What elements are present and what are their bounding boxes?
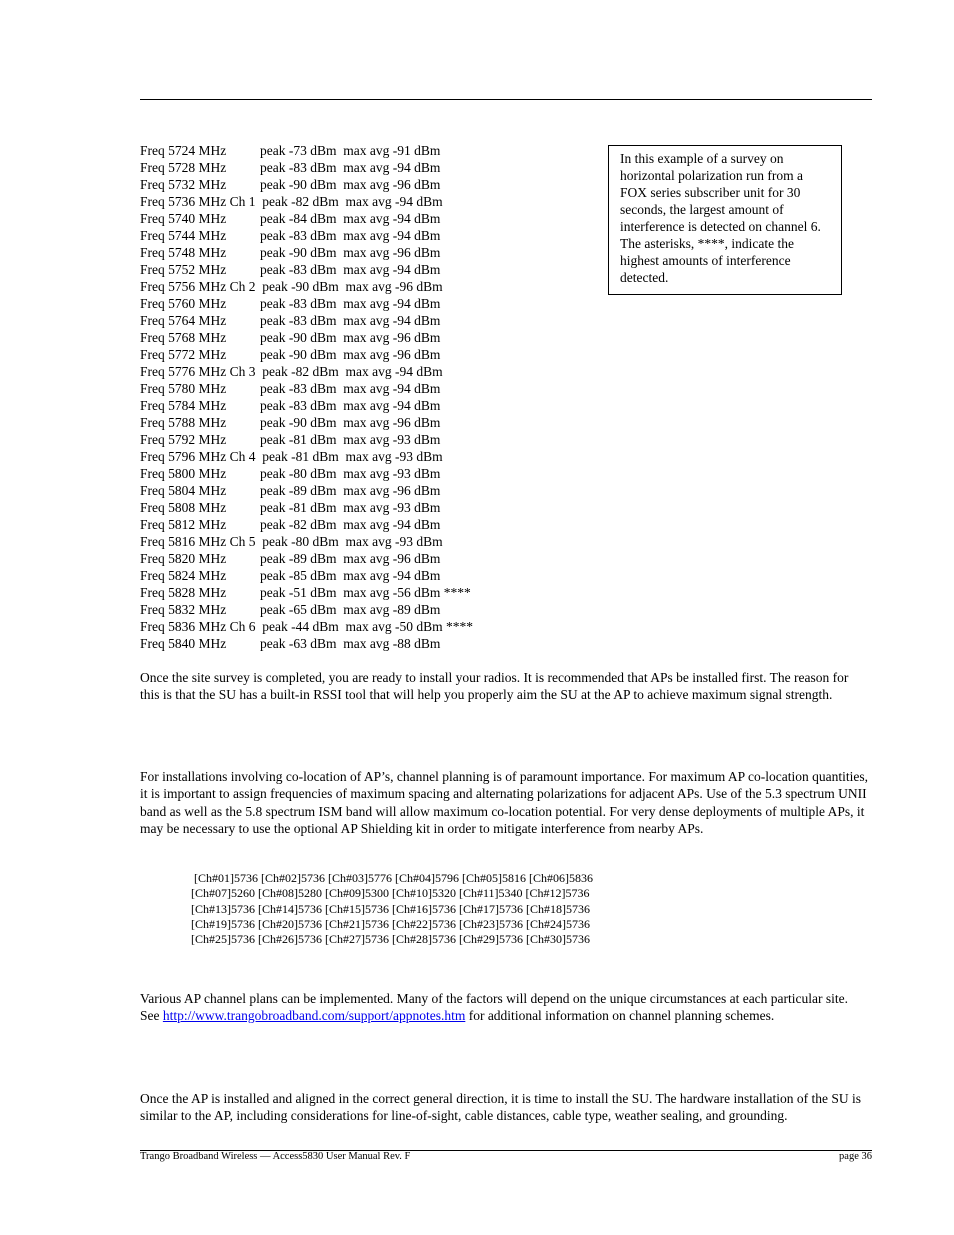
survey-reading: peak -90 dBm max avg -96 dBm xyxy=(262,279,443,294)
survey-frequency: Freq 5796 MHz Ch 4 xyxy=(140,449,256,464)
survey-row xyxy=(140,601,473,618)
channel-table xyxy=(191,871,593,947)
survey-row xyxy=(140,465,473,482)
survey-row xyxy=(140,363,473,380)
survey-frequency: Freq 5728 MHz xyxy=(140,160,227,175)
survey-row xyxy=(140,176,473,193)
survey-row xyxy=(140,431,473,448)
survey-row xyxy=(140,533,473,550)
channel-line: [Ch#13]5736 [Ch#14]5736 [Ch#15]5736 [Ch#16]5736 [Ch#17]5736 [Ch#18]5736 xyxy=(191,901,590,916)
survey-reading: peak -84 dBm max avg -94 dBm xyxy=(260,211,441,226)
survey-reading: peak -83 dBm max avg -94 dBm xyxy=(260,313,441,328)
survey-reading: peak -90 dBm max avg -96 dBm xyxy=(260,245,441,260)
survey-frequency: Freq 5756 MHz Ch 2 xyxy=(140,279,256,294)
survey-frequency: Freq 5740 MHz xyxy=(140,211,227,226)
survey-frequency: Freq 5840 MHz xyxy=(140,636,227,651)
survey-reading: peak -82 dBm max avg -94 dBm xyxy=(260,517,441,532)
header-rule xyxy=(140,99,872,100)
survey-frequency: Freq 5748 MHz xyxy=(140,245,227,260)
survey-reading: peak -81 dBm max avg -93 dBm xyxy=(260,500,441,515)
survey-reading: peak -81 dBm max avg -93 dBm xyxy=(262,449,443,464)
survey-reading: peak -89 dBm max avg -96 dBm xyxy=(260,551,441,566)
survey-row xyxy=(140,516,473,533)
survey-frequency: Freq 5768 MHz xyxy=(140,330,227,345)
survey-row xyxy=(140,142,473,159)
appnotes-link[interactable]: http://www.trangobroadband.com/support/appnotes.htm xyxy=(162,1008,466,1024)
survey-frequency: Freq 5832 MHz xyxy=(140,602,227,617)
footer-title: Trango Broadband Wireless — Access5830 User Manual Rev. F xyxy=(140,1151,411,1162)
survey-row xyxy=(140,635,473,652)
survey-frequency: Freq 5836 MHz Ch 6 xyxy=(140,619,256,634)
survey-reading: peak -90 dBm max avg -96 dBm xyxy=(260,330,441,345)
survey-row xyxy=(140,618,473,635)
survey-row xyxy=(140,482,473,499)
page-number: page 36 xyxy=(839,1151,872,1162)
survey-reading: peak -80 dBm max avg -93 dBm xyxy=(262,534,443,549)
survey-frequency: Freq 5792 MHz xyxy=(140,432,227,447)
survey-frequency: Freq 5780 MHz xyxy=(140,381,227,396)
survey-frequency: Freq 5724 MHz xyxy=(140,143,227,158)
channel-plans-text: Various AP channel plans can be implemented. Many of the factors will depend on the unique circumstances at each particular site. See xyxy=(140,991,849,1024)
survey-reading: peak -90 dBm max avg -96 dBm xyxy=(260,177,441,192)
survey-frequency: Freq 5772 MHz xyxy=(140,347,227,362)
survey-row xyxy=(140,550,473,567)
channel-plans-paragraph xyxy=(140,990,870,1025)
survey-row xyxy=(140,584,473,601)
survey-reading: peak -73 dBm max avg -91 dBm xyxy=(260,143,441,158)
survey-frequency: Freq 5800 MHz xyxy=(140,466,227,481)
note-paragraph: In this example of a survey on horizontal polarization run from a FOX series subscriber unit for 30 seconds, the largest amount of interference is detected on channel 6. xyxy=(620,151,821,234)
survey-frequency: Freq 5764 MHz xyxy=(140,313,227,328)
survey-row xyxy=(140,159,473,176)
channel-plans-text-end: for additional information on channel planning schemes. xyxy=(465,1008,775,1024)
survey-frequency: Freq 5776 MHz Ch 3 xyxy=(140,364,256,379)
install-su-paragraph: Once the AP is installed and aligned in the correct general direction, it is time to install the SU. The hardware installation of the SU is similar to the AP, including considerations for line-of-sight, cable distances, cable type, weather sealing, and grounding. xyxy=(140,1091,861,1124)
channel-line: [Ch#07]5260 [Ch#08]5280 [Ch#09]5300 [Ch#10]5320 [Ch#11]5340 [Ch#12]5736 xyxy=(191,886,590,901)
survey-frequency: Freq 5812 MHz xyxy=(140,517,227,532)
survey-reading: peak -83 dBm max avg -94 dBm xyxy=(260,228,441,243)
note-paragraph: The asterisks, ****, indicate the highest amounts of interference detected. xyxy=(620,236,794,285)
survey-row xyxy=(140,448,473,465)
survey-row xyxy=(140,380,473,397)
survey-reading: peak -83 dBm max avg -94 dBm xyxy=(260,381,441,396)
survey-row xyxy=(140,261,473,278)
survey-reading: peak -85 dBm max avg -94 dBm xyxy=(260,568,441,583)
survey-row xyxy=(140,278,473,295)
survey-row xyxy=(140,295,473,312)
survey-reading: peak -80 dBm max avg -93 dBm xyxy=(260,466,441,481)
channel-line: [Ch#25]5736 [Ch#26]5736 [Ch#27]5736 [Ch#28]5736 [Ch#29]5736 [Ch#30]5736 xyxy=(191,932,590,947)
survey-frequency: Freq 5744 MHz xyxy=(140,228,227,243)
channel-line: [Ch#19]5736 [Ch#20]5736 [Ch#21]5736 [Ch#22]5736 [Ch#23]5736 [Ch#24]5736 xyxy=(191,916,590,931)
install-radios-paragraph: Once the site survey is completed, you are ready to install your radios. It is recommended that APs be installed first. The reason for this is that the SU has a built-in RSSI tool that will help you properly aim the SU at the AP to achieve maximum signal strength. xyxy=(140,670,849,703)
survey-row xyxy=(140,227,473,244)
survey-frequency: Freq 5816 MHz Ch 5 xyxy=(140,534,256,549)
survey-frequency: Freq 5828 MHz xyxy=(140,585,227,600)
survey-frequency: Freq 5784 MHz xyxy=(140,398,227,413)
survey-frequency: Freq 5752 MHz xyxy=(140,262,227,277)
survey-row xyxy=(140,329,473,346)
survey-reading: peak -44 dBm max avg -50 dBm **** xyxy=(262,619,473,634)
survey-reading: peak -51 dBm max avg -56 dBm **** xyxy=(260,585,471,600)
survey-row xyxy=(140,567,473,584)
survey-row xyxy=(140,312,473,329)
survey-frequency: Freq 5760 MHz xyxy=(140,296,227,311)
survey-reading: peak -83 dBm max avg -94 dBm xyxy=(260,296,441,311)
channel-planning-paragraph: For installations involving co-location of AP’s, channel planning is of paramount importance. For maximum AP co-location quantities, it is important to assign frequencies of maximum spacing and alternating polarizations for adjacent APs. Use of the 5.3 spectrum UNII band as well as the 5.8 spectrum ISM band will allow maximum co-location potential. For very dense deployments of multiple APs, it may be necessary to use the optional AP Shielding kit in order to mitigate interference from nearby APs. xyxy=(140,769,869,836)
site-survey-list xyxy=(140,142,473,652)
survey-frequency: Freq 5804 MHz xyxy=(140,483,227,498)
survey-frequency: Freq 5820 MHz xyxy=(140,551,227,566)
survey-frequency: Freq 5824 MHz xyxy=(140,568,227,583)
survey-reading: peak -83 dBm max avg -94 dBm xyxy=(260,262,441,277)
survey-reading: peak -65 dBm max avg -89 dBm xyxy=(260,602,441,617)
channel-line: [Ch#01]5736 [Ch#02]5736 [Ch#03]5776 [Ch#04]5796 [Ch#05]5816 [Ch#06]5836 xyxy=(191,871,593,885)
survey-row xyxy=(140,210,473,227)
survey-reading: peak -89 dBm max avg -96 dBm xyxy=(260,483,441,498)
survey-frequency: Freq 5808 MHz xyxy=(140,500,227,515)
survey-row xyxy=(140,346,473,363)
survey-row xyxy=(140,397,473,414)
survey-row xyxy=(140,499,473,516)
survey-reading: peak -83 dBm max avg -94 dBm xyxy=(260,398,441,413)
survey-reading: peak -83 dBm max avg -94 dBm xyxy=(260,160,441,175)
survey-row xyxy=(140,244,473,261)
survey-row xyxy=(140,193,473,210)
survey-note-box xyxy=(608,145,842,295)
survey-reading: peak -82 dBm max avg -94 dBm xyxy=(262,194,443,209)
survey-reading: peak -82 dBm max avg -94 dBm xyxy=(262,364,443,379)
survey-reading: peak -81 dBm max avg -93 dBm xyxy=(260,432,441,447)
survey-reading: peak -90 dBm max avg -96 dBm xyxy=(260,415,441,430)
survey-frequency: Freq 5732 MHz xyxy=(140,177,227,192)
survey-reading: peak -90 dBm max avg -96 dBm xyxy=(260,347,441,362)
survey-row xyxy=(140,414,473,431)
survey-frequency: Freq 5788 MHz xyxy=(140,415,227,430)
survey-reading: peak -63 dBm max avg -88 dBm xyxy=(260,636,441,651)
survey-frequency: Freq 5736 MHz Ch 1 xyxy=(140,194,256,209)
